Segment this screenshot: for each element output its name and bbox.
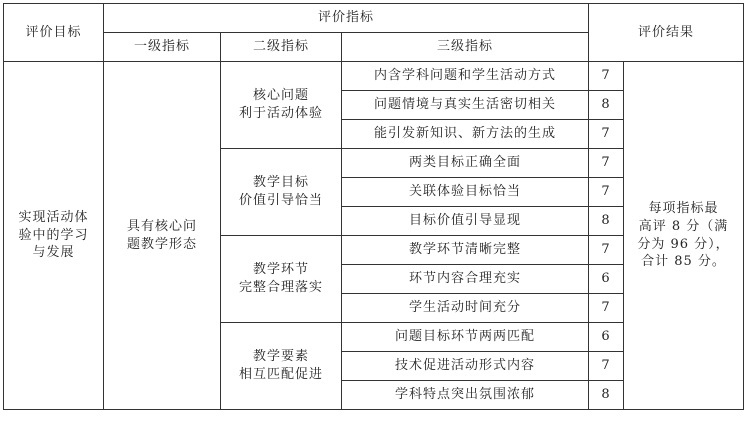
level3-item: 学科特点突出氛围浓郁 xyxy=(342,381,589,410)
score-cell: 7 xyxy=(589,294,624,323)
score-cell: 7 xyxy=(589,236,624,265)
header-level2: 二级指标 xyxy=(221,33,342,62)
score-cell: 8 xyxy=(589,91,624,120)
score-cell: 8 xyxy=(589,207,624,236)
result-line: 分为 96 分）， xyxy=(637,236,730,252)
evaluation-table xyxy=(3,3,744,410)
level3-item: 问题情境与真实生活密切相关 xyxy=(342,91,589,120)
level2-line: 相互匹配促进 xyxy=(238,367,323,382)
level3-item: 教学环节清晰完整 xyxy=(342,236,589,265)
header-eval-result: 评价结果 xyxy=(589,4,744,62)
level1-line: 题教学形态 xyxy=(126,236,197,252)
level3-item: 问题目标环节两两匹配 xyxy=(342,323,589,352)
level3-item: 两类目标正确全面 xyxy=(342,149,589,178)
score-cell: 6 xyxy=(589,265,624,294)
level3-item: 环节内容合理充实 xyxy=(342,265,589,294)
level2-cell xyxy=(221,62,342,149)
target-line: 与发展 xyxy=(32,245,75,261)
result-line: 高评 8 分（满 xyxy=(638,218,729,234)
level2-cell xyxy=(221,323,342,410)
score-cell: 7 xyxy=(589,149,624,178)
result-line: 每项指标最 xyxy=(648,201,719,217)
result-cell xyxy=(624,62,744,410)
score-cell: 7 xyxy=(589,178,624,207)
score-cell: 7 xyxy=(589,352,624,381)
level2-line: 价值引导恰当 xyxy=(238,193,323,208)
target-line: 验中的学习 xyxy=(18,227,89,243)
score-cell: 8 xyxy=(589,381,624,410)
level2-cell xyxy=(221,236,342,323)
level2-line: 完整合理落实 xyxy=(238,280,323,295)
level3-item: 能引发新知识、新方法的生成 xyxy=(342,120,589,149)
score-cell: 6 xyxy=(589,323,624,352)
level3-item: 关联体验目标恰当 xyxy=(342,178,589,207)
level2-line: 教学目标 xyxy=(252,175,309,191)
level3-item: 技术促进活动形式内容 xyxy=(342,352,589,381)
header-level1: 一级指标 xyxy=(104,33,221,62)
level3-item: 学生活动时间充分 xyxy=(342,294,589,323)
evaluation-table-wrapper xyxy=(3,3,744,410)
level2-line: 教学要素 xyxy=(252,349,309,365)
level2-line: 教学环节 xyxy=(252,262,309,278)
level2-cell xyxy=(221,149,342,236)
header-level3: 三级指标 xyxy=(342,33,589,62)
level2-line: 核心问题 xyxy=(252,88,309,104)
header-eval-indicator: 评价指标 xyxy=(104,4,589,33)
header-eval-target: 评价目标 xyxy=(4,4,104,62)
score-cell: 7 xyxy=(589,120,624,149)
level1-line: 具有核心问 xyxy=(126,218,197,234)
target-line: 实现活动体 xyxy=(18,210,89,226)
level3-item: 内含学科问题和学生活动方式 xyxy=(342,62,589,91)
level2-line: 利于活动体验 xyxy=(238,106,323,121)
level3-item: 目标价值引导显现 xyxy=(342,207,589,236)
score-cell: 7 xyxy=(589,62,624,91)
target-cell xyxy=(4,62,104,410)
level1-cell xyxy=(104,62,221,410)
result-line: 合计 85 分。 xyxy=(641,254,726,270)
